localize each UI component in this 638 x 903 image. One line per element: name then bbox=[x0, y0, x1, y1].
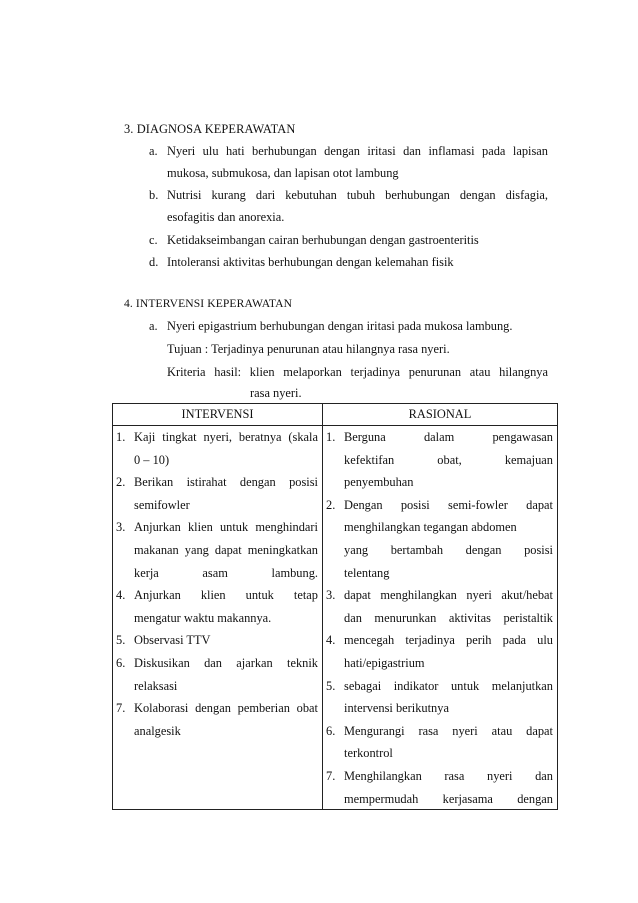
rasional-line-text: kefektifan obat, kemajuan bbox=[344, 452, 553, 467]
intervention-a-kriteria-line-1: Kriteria hasil: klien melaporkan terjadinya penurunan atau hilangnya bbox=[167, 365, 548, 379]
table-header-row bbox=[113, 404, 558, 426]
intervensi-line-text: Diskusikan dan ajarkan teknik bbox=[134, 656, 318, 670]
intervensi-line-text: kerja asam lambung. bbox=[134, 565, 318, 580]
intervensi-line-number: 1. bbox=[116, 430, 126, 444]
rasional-line-text: telentang bbox=[344, 565, 390, 580]
intervensi-line bbox=[113, 632, 322, 648]
header-intervensi: INTERVENSI bbox=[113, 404, 323, 426]
rasional-line bbox=[323, 768, 557, 784]
rasional-line bbox=[323, 429, 557, 445]
rasional-line bbox=[323, 632, 557, 648]
rasional-line bbox=[323, 700, 557, 716]
header-rasional: RASIONAL bbox=[323, 404, 558, 426]
rasional-line-text: mempermudah kerjasama dengan bbox=[344, 791, 553, 806]
intervensi-line bbox=[113, 678, 322, 694]
intervensi-line-text: 0 – 10) bbox=[134, 452, 170, 467]
intervensi-line bbox=[113, 587, 322, 603]
intervensi-line-number: 7. bbox=[116, 701, 126, 716]
rasional-line bbox=[323, 474, 557, 490]
intervensi-line bbox=[113, 429, 322, 445]
intervention-a-text: Nyeri epigastrium berhubungan dengan iritasi pada mukosa lambung. bbox=[167, 319, 513, 333]
rasional-line-text: Dengan posisi semi-fowler dapat bbox=[344, 497, 553, 512]
rasional-line bbox=[323, 678, 557, 694]
intervention-a-marker: a. bbox=[149, 319, 158, 333]
intervensi-line-text: semifowler bbox=[134, 497, 190, 512]
rasional-line-text: hati/epigastrium bbox=[344, 656, 425, 670]
rasional-line bbox=[323, 791, 557, 807]
intervention-a-kriteria-line-2: rasa nyeri. bbox=[250, 386, 302, 400]
table-body-row bbox=[113, 426, 558, 810]
rasional-line-number: 3. bbox=[326, 588, 336, 603]
rasional-line-text: Menghilangkan rasa nyeri dan bbox=[344, 769, 553, 783]
rasional-line-number: 7. bbox=[326, 769, 336, 783]
intervention-table bbox=[112, 403, 558, 810]
rasional-line-text: Berguna dalam pengawasan bbox=[344, 430, 553, 444]
rasional-line-text: mencegah terjadinya perih pada ulu bbox=[344, 633, 553, 648]
intervensi-line bbox=[113, 655, 322, 671]
diagnosis-b-line-1: Nutrisi kurang dari kebutuhan tubuh berhubungan dengan disfagia, bbox=[167, 188, 548, 202]
intervensi-line-number: 4. bbox=[116, 588, 126, 603]
rasional-line-text: yang bertambah dengan posisi bbox=[344, 543, 553, 557]
rasional-line-number: 2. bbox=[326, 497, 336, 512]
diagnosis-d-marker: d. bbox=[149, 255, 159, 269]
rasional-line-number: 6. bbox=[326, 723, 336, 738]
rasional-line-text: penyembuhan bbox=[344, 475, 414, 490]
section-3-title: 3. DIAGNOSA KEPERAWATAN bbox=[124, 122, 296, 136]
intervensi-line-number: 5. bbox=[116, 633, 126, 648]
intervensi-line bbox=[113, 474, 322, 490]
section-4-title: 4. INTERVENSI KEPERAWATAN bbox=[124, 297, 293, 310]
rasional-line bbox=[323, 542, 557, 558]
diagnosis-d-line-1: Intoleransi aktivitas berhubungan dengan kelemahan fisik bbox=[167, 255, 454, 269]
rasional-line-text: dan menurunkan aktivitas peristaltik bbox=[344, 610, 553, 625]
rasional-line bbox=[323, 519, 557, 535]
intervensi-line-text: analgesik bbox=[134, 723, 181, 738]
intervensi-line-text: Berikan istirahat dengan posisi bbox=[134, 475, 318, 490]
intervention-a-tujuan: Tujuan : Terjadinya penurunan atau hilangnya rasa nyeri. bbox=[167, 342, 450, 356]
intervensi-line-text: makanan yang dapat meningkatkan bbox=[134, 543, 318, 557]
intervensi-line bbox=[113, 497, 322, 513]
intervensi-line bbox=[113, 519, 322, 535]
rasional-line bbox=[323, 610, 557, 626]
rasional-line bbox=[323, 565, 557, 581]
rasional-line bbox=[323, 587, 557, 603]
intervensi-line-text: Anjurkan klien untuk menghindari bbox=[134, 520, 318, 535]
diagnosis-c-marker: c. bbox=[149, 233, 158, 247]
rasional-cell bbox=[323, 426, 558, 810]
rasional-line bbox=[323, 723, 557, 739]
diagnosis-c-line-1: Ketidakseimbangan cairan berhubungan dengan gastroenteritis bbox=[167, 233, 479, 247]
intervensi-line bbox=[113, 723, 322, 739]
diagnosis-a-marker: a. bbox=[149, 144, 158, 158]
intervensi-line-text: Kolaborasi dengan pemberian obat bbox=[134, 701, 318, 716]
rasional-line bbox=[323, 745, 557, 761]
rasional-line-text: terkontrol bbox=[344, 746, 393, 761]
intervensi-line-text: relaksasi bbox=[134, 678, 178, 693]
rasional-line-text: sebagai indikator untuk melanjutkan bbox=[344, 678, 553, 693]
rasional-line bbox=[323, 497, 557, 513]
rasional-line-text: menghilangkan tegangan abdomen bbox=[344, 520, 517, 535]
rasional-line bbox=[323, 452, 557, 468]
intervensi-line-number: 2. bbox=[116, 475, 126, 490]
intervensi-line bbox=[113, 700, 322, 716]
intervensi-line-number: 6. bbox=[116, 656, 126, 670]
intervensi-line-text: Anjurkan klien untuk tetap bbox=[134, 588, 318, 603]
intervensi-line bbox=[113, 542, 322, 558]
diagnosis-b-line-2: esofagitis dan anorexia. bbox=[167, 210, 285, 224]
intervensi-line bbox=[113, 565, 322, 581]
diagnosis-b-marker: b. bbox=[149, 188, 159, 202]
rasional-line-number: 5. bbox=[326, 678, 336, 693]
intervensi-cell bbox=[113, 426, 323, 810]
intervensi-line-text: Observasi TTV bbox=[134, 633, 211, 648]
intervensi-line bbox=[113, 610, 322, 626]
rasional-line bbox=[323, 655, 557, 671]
rasional-line-text: dapat menghilangkan nyeri akut/hebat bbox=[344, 588, 553, 603]
rasional-line-number: 4. bbox=[326, 633, 336, 648]
rasional-line-text: intervensi berikutnya bbox=[344, 701, 449, 716]
intervensi-line-text: mengatur waktu makannya. bbox=[134, 610, 272, 625]
rasional-line-text: Mengurangi rasa nyeri atau dapat bbox=[344, 723, 553, 738]
diagnosis-a-line-1: Nyeri ulu hati berhubungan dengan iritasi dan inflamasi pada lapisan bbox=[167, 144, 548, 158]
intervensi-line bbox=[113, 452, 322, 468]
intervensi-line-text: Kaji tingkat nyeri, beratnya (skala bbox=[134, 430, 318, 444]
rasional-line-number: 1. bbox=[326, 430, 336, 444]
intervensi-line-number: 3. bbox=[116, 520, 126, 535]
diagnosis-a-line-2: mukosa, submukosa, dan lapisan otot lambung bbox=[167, 166, 399, 180]
